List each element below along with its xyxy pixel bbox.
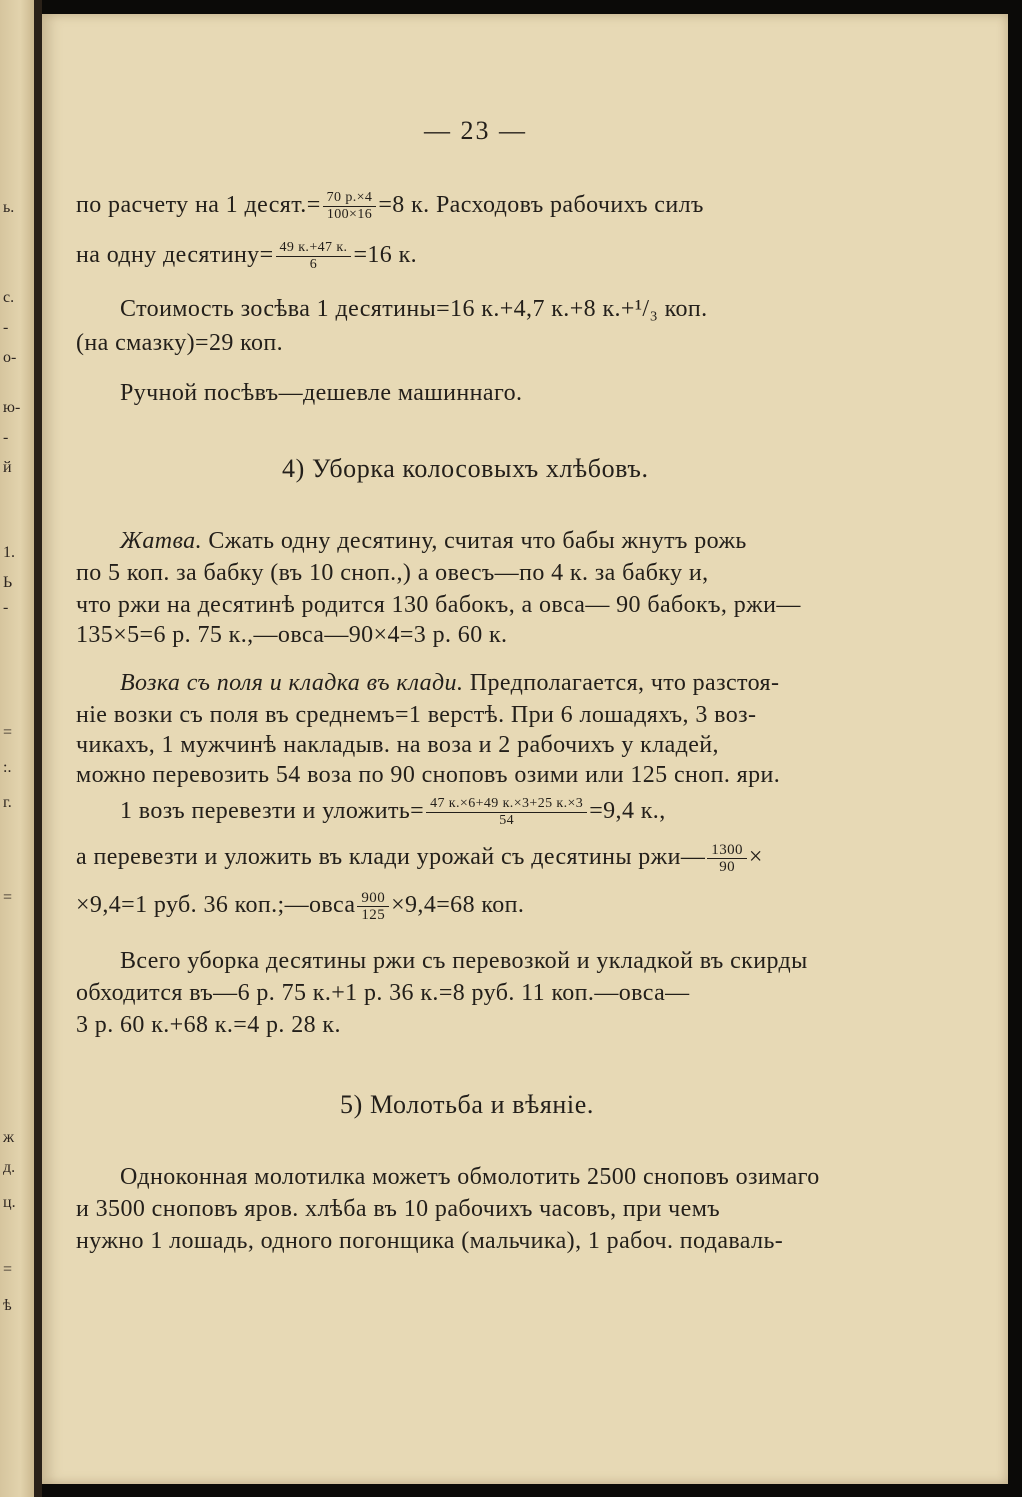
formula-suffix: =8 к. Расходовъ рабочихъ силъ	[378, 192, 704, 219]
edge-text-fragment: й	[3, 459, 12, 476]
edge-text-fragment: ь.	[3, 199, 15, 216]
fraction	[426, 796, 587, 829]
fraction-denominator: 100×16	[326, 207, 373, 222]
text-line	[120, 528, 747, 555]
edge-text-fragment: -	[3, 599, 9, 616]
fraction-denominator: 125	[361, 907, 386, 923]
page-number: — 23 —	[424, 116, 527, 145]
edge-text-fragment: ж	[3, 1129, 15, 1146]
fraction-denominator: 90	[719, 859, 735, 875]
formula-prefix: по расчету на 1 десят.=	[76, 192, 321, 219]
edge-text-fragment: д.	[3, 1159, 16, 1176]
fraction-denominator: 6	[309, 257, 318, 272]
text-line	[120, 670, 779, 697]
text-line: Ручной посѣвъ—дешевле машиннаго.	[120, 380, 523, 406]
paragraph-lead: Возка съ поля и кладка въ клади.	[120, 670, 464, 696]
book-gutter	[34, 0, 42, 1497]
section-heading: 4) Уборка колосовыхъ хлѣбовъ.	[282, 454, 649, 483]
edge-text-fragment: 1.	[3, 544, 15, 561]
edge-text-fragment: =	[3, 889, 13, 906]
paragraph-lead: Жатва.	[120, 528, 202, 554]
formula-prefix: 1 возъ перевезти и уложить=	[120, 798, 425, 825]
fraction	[276, 240, 352, 273]
text-line: обходится въ—6 р. 75 к.+1 р. 36 к.=8 руб. 11 коп.—овса—	[76, 980, 690, 1006]
text-line	[76, 240, 417, 273]
text-line: Одноконная молотилка можетъ обмолотить 2500 сноповъ озимаго	[120, 1164, 820, 1190]
paragraph-text: Сжать одну десятину, считая что бабы жнутъ рожь	[201, 528, 747, 554]
formula-suffix: ×9,4=68 коп.	[391, 892, 525, 919]
text-line: 135×5=6 р. 75 к.,—овса—90×4=3 р. 60 к.	[76, 622, 508, 648]
edge-text-fragment: -	[3, 429, 9, 446]
fraction-numerator: 1300	[707, 842, 747, 859]
text-line	[76, 890, 524, 923]
text-line: что ржи на десятинѣ родится 130 бабокъ, а овса— 90 бабокъ, ржи—	[76, 592, 801, 618]
text-line	[120, 796, 666, 829]
text-line: чикахъ, 1 мужчинѣ накладыв. на воза и 2 рабочихъ у кладей,	[76, 732, 719, 758]
edge-text-fragment: Ь	[3, 574, 13, 591]
formula-prefix: ×9,4=1 руб. 36 коп.;—овса	[76, 892, 356, 919]
adjacent-page-edge	[0, 0, 34, 1497]
fraction	[707, 842, 747, 875]
text-line: ніе возки съ поля въ среднемъ=1 верстѣ. При 6 лошадяхъ, 3 воз-	[76, 702, 757, 728]
formula-suffix: =9,4 к.,	[589, 798, 666, 825]
fraction-denominator: 54	[499, 813, 515, 828]
text-line: Стоимость зосѣва 1 десятины=16 к.+4,7 к.+8 к.+¹/₃ коп.	[120, 296, 708, 322]
text-line: Всего уборка десятины ржи съ перевозкой и укладкой въ скирды	[120, 948, 808, 974]
section-heading: 5) Молотьба и вѣяніе.	[340, 1090, 594, 1119]
edge-text-fragment: =	[3, 724, 13, 741]
edge-text-fragment: ю-	[3, 399, 21, 416]
edge-text-fragment: ѣ	[3, 1297, 12, 1314]
fraction-numerator: 49 к.+47 к.	[276, 240, 352, 257]
text-line: можно перевозить 54 воза по 90 сноповъ озими или 125 сноп. яри.	[76, 762, 781, 788]
formula-suffix: =16 к.	[353, 242, 418, 269]
formula-suffix: ×	[748, 844, 763, 871]
fraction-numerator: 900	[357, 890, 389, 907]
text-line: (на смазку)=29 коп.	[76, 330, 284, 356]
text-line: 3 р. 60 к.+68 к.=4 р. 28 к.	[76, 1012, 341, 1038]
edge-text-fragment: о-	[3, 349, 17, 366]
formula-prefix: на одну десятину=	[76, 242, 274, 269]
edge-text-fragment: ц.	[3, 1194, 16, 1211]
text-line: нужно 1 лошадь, одного погонщика (мальчика), 1 рабоч. подаваль-	[76, 1228, 784, 1254]
fraction	[323, 190, 377, 223]
book-page	[42, 14, 1008, 1484]
text-line	[76, 190, 704, 223]
fraction	[357, 890, 389, 923]
fraction-numerator: 47 к.×6+49 к.×3+25 к.×3	[426, 796, 587, 813]
text-line: и 3500 сноповъ яров. хлѣба въ 10 рабочихъ часовъ, при чемъ	[76, 1196, 721, 1222]
edge-text-fragment: =	[3, 1261, 13, 1278]
edge-text-fragment: :.	[3, 759, 12, 776]
text-line: по 5 коп. за бабку (въ 10 сноп.,) а овесъ—по 4 к. за бабку и,	[76, 560, 709, 586]
edge-text-fragment: г.	[3, 794, 12, 811]
formula-prefix: а перевезти и уложить въ клади урожай съ десятины ржи—	[76, 844, 706, 871]
fraction-numerator: 70 р.×4	[323, 190, 377, 207]
edge-text-fragment: -	[3, 319, 9, 336]
text-line	[76, 842, 763, 875]
edge-text-fragment: с.	[3, 289, 15, 306]
paragraph-text: Предполагается, что разстоя-	[463, 670, 780, 696]
